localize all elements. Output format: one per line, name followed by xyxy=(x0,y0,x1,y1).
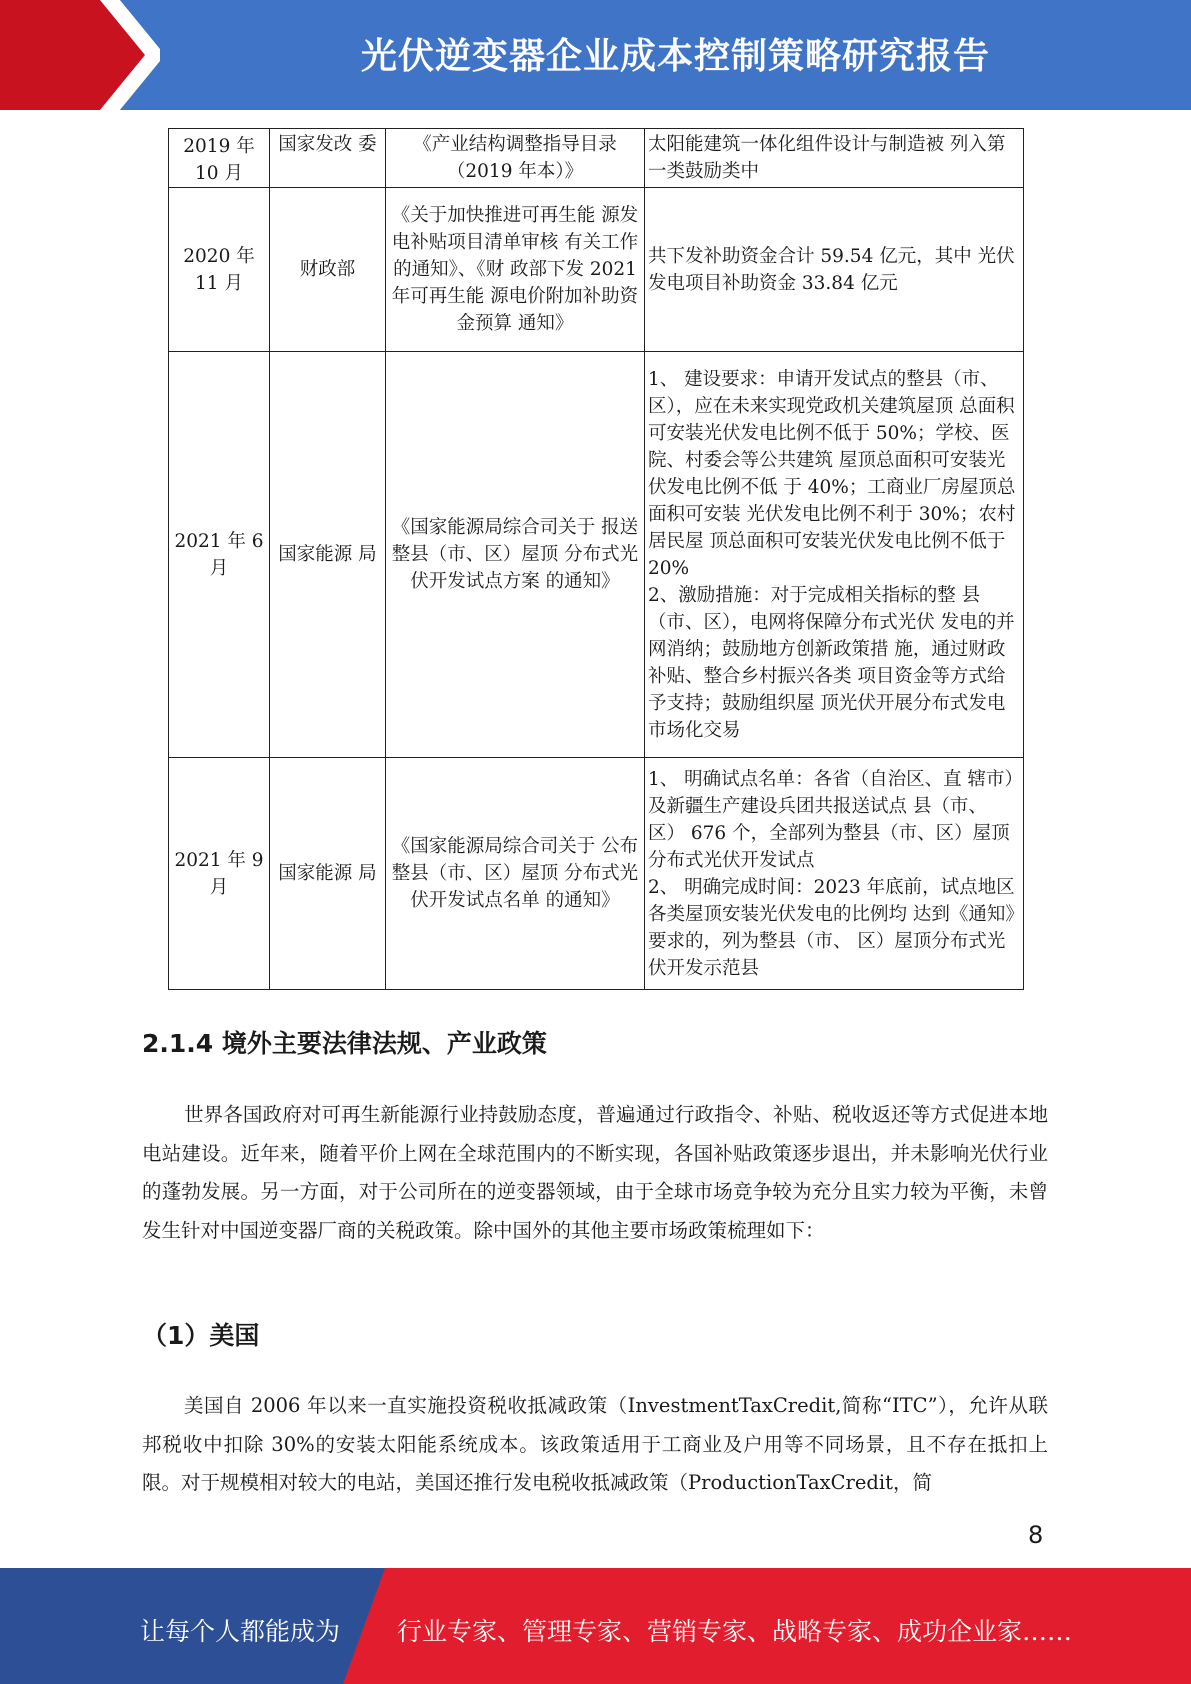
header-chevron-graphic xyxy=(0,0,160,110)
table-row xyxy=(169,188,1024,352)
cell-dept: 国家能源 局 xyxy=(270,352,386,758)
table-row xyxy=(169,129,1024,188)
subsection-heading: （1）美国 xyxy=(142,1321,260,1350)
cell-doc: 《关于加快推进可再生能 源发电补贴项目清单审核 有关工作的通知》、《财 政部下发 2021 年可再生能 源电价附加补助资金预算 通知》 xyxy=(386,188,645,352)
cell-date: 2021 年 9 月 xyxy=(169,758,270,990)
cell-content: 1、 建设要求：申请开发试点的整县（市、 区），应在未来实现党政机关建筑屋顶 总面积可安装光伏发电比例不低于 50%；学校、医院、村委会等公共建筑 屋顶总面积可安装光伏发电比例不低 于 40%；工商业厂房屋顶总面积可安装 光伏发电比例不利于 30%；农村居民屋 顶总面积可安装光伏发电比例不低于 20% 2、激励措施：对于完成相关指标的整 县（市、区），电网将保障分布式光伏 发电的并网消纳；鼓励地方创新政策措 施，通过财政补贴、整合乡村振兴各类 项目资金等方式给予支持；鼓励组织屋 顶光伏开展分布式发电市场化交易 xyxy=(645,352,1024,758)
cell-dept: 国家发改 委 xyxy=(270,129,386,188)
footer-slogan-left: 让每个人都能成为 xyxy=(140,1617,341,1646)
cell-content: 1、 明确试点名单：各省（自治区、直 辖市）及新疆生产建设兵团共报送试点 县（市、区） 676 个，全部列为整县（市、区）屋顶分布式光伏开发试点 2、 明确完成时间：2023 年底前，试点地区各类屋顶安装光伏发电的比例均 达到《通知》要求的，列为整县（市、 区）屋顶分布式光伏开发示范县 xyxy=(645,758,1024,990)
cell-doc: 《国家能源局综合司关于 公布整县（市、区）屋顶 分布式光伏开发试点名单 的通知》 xyxy=(386,758,645,990)
cell-date: 2020 年 11 月 xyxy=(169,188,270,352)
table-row xyxy=(169,352,1024,758)
page-number: 8 xyxy=(1028,1521,1044,1549)
policy-table xyxy=(168,128,1024,990)
report-title: 光伏逆变器企业成本控制策略研究报告 xyxy=(360,36,990,77)
cell-date: 2019 年 10 月 xyxy=(169,129,270,188)
cell-dept: 国家能源 局 xyxy=(270,758,386,990)
footer-slogan-right: 行业专家、管理专家、营销专家、战略专家、成功企业家…… xyxy=(397,1617,1073,1646)
page-header-bar xyxy=(0,0,1191,110)
subsection-paragraph: 美国自 2006 年以来一直实施投资税收抵减政策（InvestmentTaxCredit,简称“ITC”），允许从联邦税收中扣除 30%的安装太阳能系统成本。该政策适用于工商业及户用等不同场景，且不存在抵扣上限。对于规模相对较大的电站，美国还推行发电税收抵减政策（ProductionTaxCredit，简 xyxy=(142,1394,1048,1494)
table-row xyxy=(169,758,1024,990)
cell-content: 太阳能建筑一体化组件设计与制造被 列入第一类鼓励类中 xyxy=(645,129,1024,188)
cell-dept: 财政部 xyxy=(270,188,386,352)
section-paragraph: 世界各国政府对可再生新能源行业持鼓励态度，普遍通过行政指令、补贴、税收返还等方式促进本地电站建设。近年来，随着平价上网在全球范围内的不断实现，各国补贴政策逐步退出，并未影响光伏行业的蓬勃发展。另一方面，对于公司所在的逆变器领域，由于全球市场竞争较为充分且实力较为平衡，未曾发生针对中国逆变器厂商的关税政策。除中国外的其他主要市场政策梳理如下： xyxy=(142,1103,1048,1242)
section-heading: 2.1.4 境外主要法律法规、产业政策 xyxy=(142,1029,547,1058)
cell-date: 2021 年 6 月 xyxy=(169,352,270,758)
cell-doc: 《国家能源局综合司关于 报送整县（市、区）屋顶 分布式光伏开发试点方案 的通知》 xyxy=(386,352,645,758)
cell-doc: 《产业结构调整指导目录（2019 年本）》 xyxy=(386,129,645,188)
cell-content: 共下发补助资金合计 59.54 亿元，其中 光伏发电项目补助资金 33.84 亿元 xyxy=(645,188,1024,352)
